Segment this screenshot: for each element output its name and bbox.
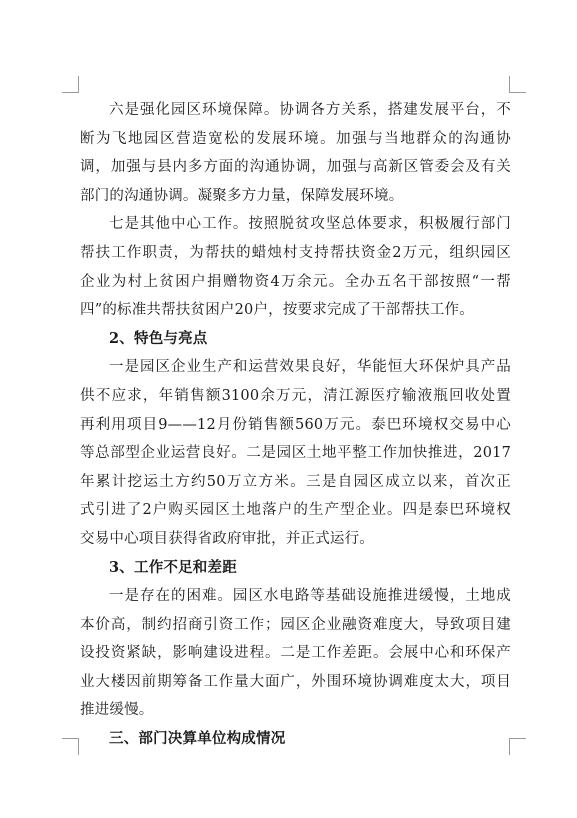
text-line: 年累计挖运土方约50万立方米。三是自园区成立以来，首次正 — [80, 473, 511, 490]
text-line: 企业为村上贫困户捐赠物资4万余元。全办五名干部按照“一帮 — [80, 273, 511, 290]
text-line: 式引进了2户购买园区土地落户的生产型企业。四是泰巴环境权 — [80, 502, 511, 519]
crop-mark-top-right — [509, 76, 526, 93]
text-line: 业大楼因前期筹备工作量大面广，外围环境协调难度太大，项目 — [80, 673, 511, 690]
document-body — [80, 96, 511, 754]
text-line: 本价高，制约招商引资工作；园区企业融资难度大，导致项目建 — [80, 616, 511, 633]
text-line: 断为飞地园区营造宽松的发展环境。加强与当地群众的沟通协 — [80, 130, 511, 147]
text-line: 再利用项目9——12月份销售额560万元。泰巴环境权交易中心 — [80, 416, 511, 433]
text-line: 设投资紧缺，影响建设进程。二是工作差距。会展中心和环保产 — [80, 645, 511, 662]
text-line: 一是园区企业生产和运营效果良好，华能恒大环保炉具产品 — [109, 359, 511, 376]
text-line: 帮扶工作职责，为帮扶的蜡烛村支持帮扶资金2万元，组织园区 — [80, 244, 511, 261]
text-line: 推进缓慢。 — [80, 702, 154, 719]
text-line: 六是强化园区环境保障。协调各方关系，搭建发展平台，不 — [109, 102, 511, 118]
text-line: 四”的标准共帮扶贫困户20户，按要求完成了干部帮扶工作。 — [80, 302, 474, 319]
text-line: 交易中心项目获得省政府审批，并正式运行。 — [80, 530, 374, 547]
section-heading: 三、部门决算单位构成情况 — [109, 730, 286, 748]
text-line: 一是存在的困难。园区水电路等基础设施推进缓慢，土地成 — [109, 588, 511, 605]
text-line: 调，加强与县内多方面的沟通协调，加强与高新区管委会及有关 — [80, 159, 511, 176]
text-line: 部门的沟通协调。凝聚多方力量，保障发展环境。 — [80, 187, 404, 204]
text-line: 供不应求，年销售额3100余万元，清江源医疗输液瓶回收处置 — [80, 387, 511, 404]
section-heading: 3、工作不足和差距 — [109, 558, 237, 576]
text-line: 等总部型企业运营良好。二是园区土地平整工作加快推进，2017 — [80, 445, 511, 462]
section-heading: 2、特色与亮点 — [109, 329, 208, 347]
crop-mark-bottom-left — [62, 738, 79, 755]
crop-mark-top-left — [62, 76, 79, 93]
crop-mark-bottom-right — [509, 738, 526, 755]
text-line: 七是其他中心工作。按照脱贫攻坚总体要求，积极履行部门 — [109, 216, 511, 233]
